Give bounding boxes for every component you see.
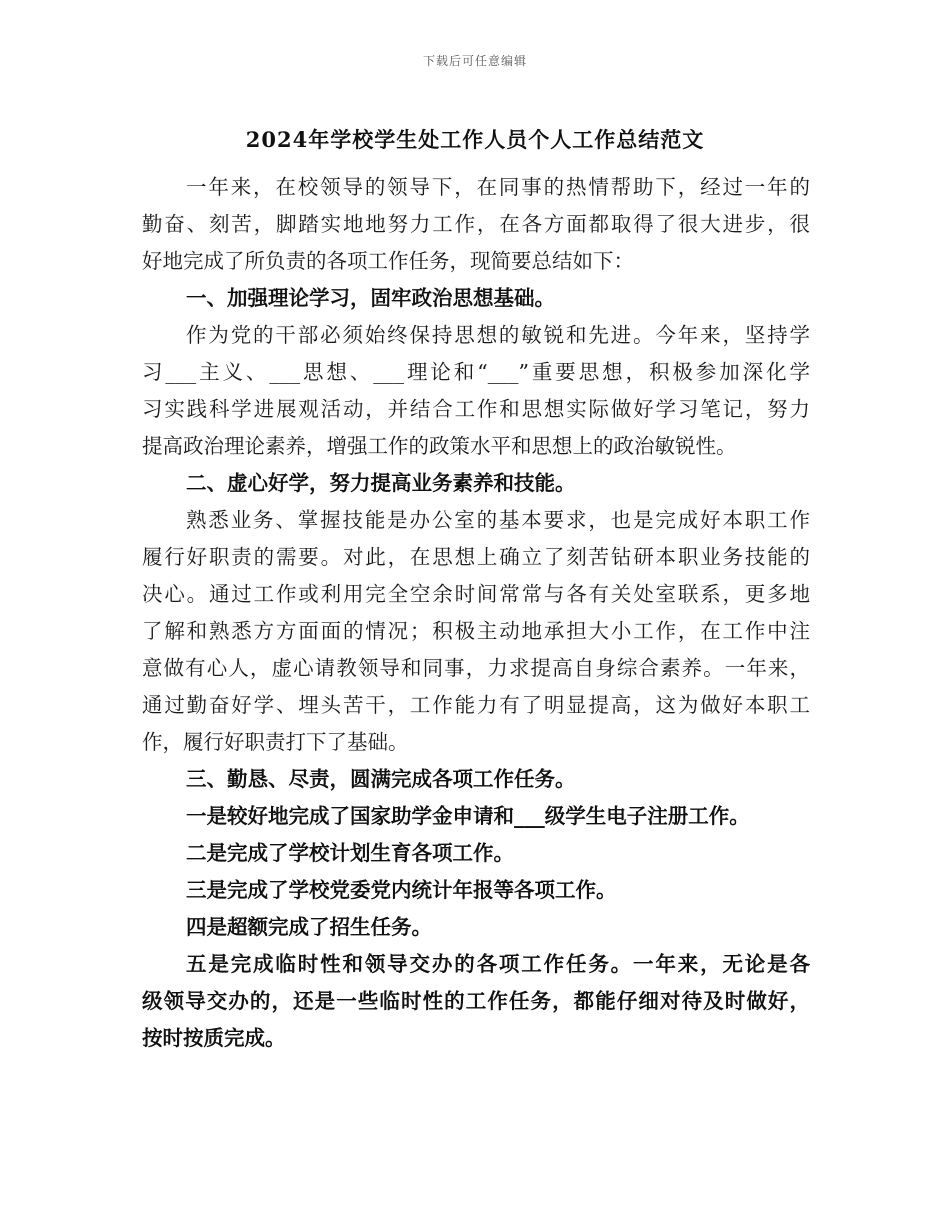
paragraph-line: 决心。通过工作或利用完全空余时间常常与各有关处室联系，更多地 <box>142 582 810 606</box>
paragraph-line: 熟悉业务、掌握技能是办公室的基本要求，也是完成好本职工作 <box>186 508 810 532</box>
paragraph-line: 履行好职责的需要。对此，在思想上确立了刻苦钻研本职业务技能的 <box>142 545 810 569</box>
section-heading: 三、勤恳、尽责，圆满完成各项工作任务。 <box>186 767 576 791</box>
task-item-line: 级领导交办的，还是一些临时性的工作任务，都能仔细对待及时做好， <box>142 989 810 1013</box>
task-item: 五是完成临时性和领导交办的各项工作任务。一年来，无论是各 <box>186 952 810 976</box>
paragraph-line: 通过勤奋好学、埋头苦干，工作能力有了明显提高，这为做好本职工 <box>142 693 810 717</box>
paragraph-line: 作，履行好职责打下了基础。 <box>142 730 409 754</box>
paragraph-line: 提高政治理论素养，增强工作的政策水平和思想上的政治敏锐性。 <box>142 434 737 458</box>
paragraph-line: 好地完成了所负责的各项工作任务，现简要总结如下： <box>142 249 634 273</box>
paragraph-line: 意做有心人，虚心请教领导和同事，力求提高自身综合素养。一年来， <box>142 656 810 680</box>
paragraph-line: 了解和熟悉方方面面的情况；积极主动地承担大小工作，在工作中注 <box>142 619 810 643</box>
paragraph-line: 习实践科学进展观活动，并结合工作和思想实际做好学习笔记，努力 <box>142 397 810 421</box>
task-item: 一是较好地完成了国家助学金申请和___级学生电子注册工作。 <box>186 804 750 828</box>
paragraph-line: 一年来，在校领导的领导下，在同事的热情帮助下，经过一年的 <box>186 175 810 199</box>
task-item-line: 按时按质完成。 <box>142 1026 286 1050</box>
task-item: 四是超额完成了招生任务。 <box>186 915 432 939</box>
header-note: 下载后可任意编辑 <box>422 54 527 68</box>
paragraph-line: 勤奋、刻苦，脚踏实地地努力工作，在各方面都取得了很大进步，很 <box>142 212 810 236</box>
paragraph-line: 作为党的干部必须始终保持思想的敏锐和先进。今年来，坚持学 <box>186 323 810 347</box>
task-item: 二是完成了学校计划生育各项工作。 <box>186 841 514 865</box>
section-heading: 一、加强理论学习，固牢政治思想基础。 <box>186 286 555 310</box>
document-title: 2024年学校学生处工作人员个人工作总结范文 <box>245 127 705 152</box>
paragraph-line: 习___主义、___思想、___理论和“___”重要思想，积极参加深化学 <box>142 360 810 384</box>
section-heading: 二、虚心好学，努力提高业务素养和技能。 <box>186 471 576 495</box>
task-item: 三是完成了学校党委党内统计年报等各项工作。 <box>186 878 617 902</box>
